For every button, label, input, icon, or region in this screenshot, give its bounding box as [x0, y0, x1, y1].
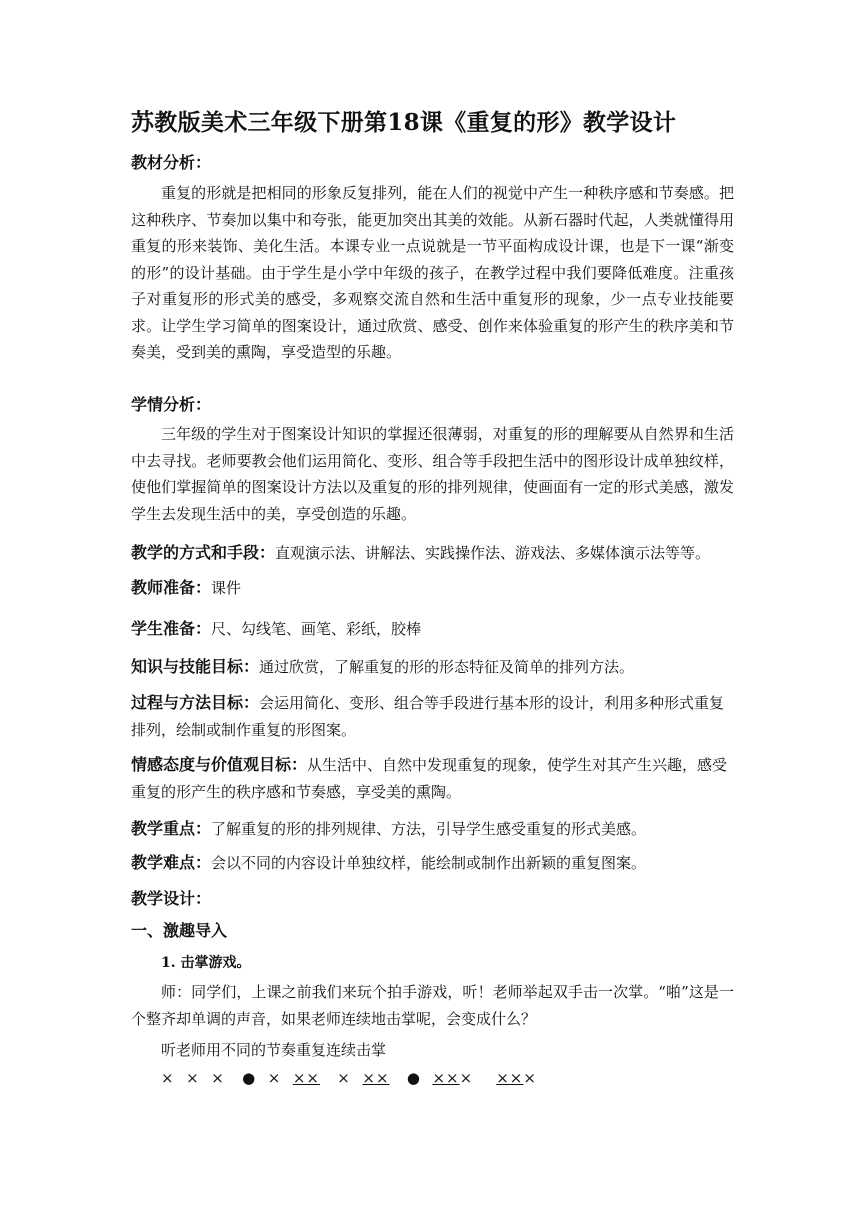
teaching-difficulty-label: 教学难点： [131, 853, 212, 872]
student-preparation-label: 学生准备： [131, 619, 212, 638]
teaching-key-point [131, 816, 734, 843]
knowledge-skill-goal-value: 通过欣赏，了解重复的形的形态特征及简单的排列方法。 [259, 658, 635, 676]
teaching-method-label: 教学的方式和手段： [131, 543, 276, 562]
teaching-difficulty [131, 850, 734, 877]
rhythm-segment: × [319, 1069, 363, 1087]
rhythm-underlined-pair: ×× [362, 1069, 390, 1087]
rhythm-segment: ● [389, 1069, 433, 1087]
rhythm-segment: × [459, 1069, 497, 1087]
rhythm-segment: × [523, 1069, 537, 1087]
teaching-design-heading: 教学设计： [131, 889, 212, 908]
listen-instruction: 听老师用不同的节奏重复连续击掌 [161, 1041, 387, 1059]
process-method-goal [131, 690, 734, 743]
rhythm-segment: × × × ● × [161, 1069, 293, 1087]
section-heading-learner: 学情分析： [131, 395, 212, 414]
teaching-key-point-value: 了解重复的形的排列规律、方法，引导学生感受重复的形式美感。 [211, 820, 647, 838]
rhythm-notation [161, 1069, 537, 1087]
teacher-preparation [131, 575, 734, 602]
emotion-value-goal-label: 情感态度与价值观目标： [131, 755, 308, 774]
rhythm-underlined-pair: ×× [292, 1069, 320, 1087]
emotion-value-goal [131, 752, 734, 805]
rhythm-underlined-pair: ×× [432, 1069, 460, 1087]
teaching-method-value: 直观演示法、讲解法、实践操作法、游戏法、多媒体演示法等等。 [275, 544, 711, 562]
teaching-method [131, 540, 734, 567]
section-heading-material: 教材分析： [131, 153, 212, 172]
learner-analysis-paragraph: 三年级的学生对于图案设计知识的掌握还很薄弱，对重复的形的理解要从自然界和生活中去寻找。老师要教会他们运用简化、变形、组合等手段把生活中的图形设计成单独纹样，使他们掌握简单的图案设计方法以及重复的形的排列规律，使画面有一定的形式美感，激发学生去发现生活中的美，享受创造的乐趣。 [131, 425, 734, 523]
student-preparation [131, 616, 734, 643]
knowledge-skill-goal-label: 知识与技能目标： [131, 657, 260, 676]
process-method-goal-value: 会运用简化、变形、组合等手段进行基本形的设计，利用多种形式重复排列，绘制或制作重复的形图案。 [131, 694, 725, 739]
step-one-heading: 1. 击掌游戏。 [161, 955, 251, 971]
rhythm-underlined-pair: ×× [496, 1069, 524, 1087]
process-method-goal-label: 过程与方法目标： [131, 693, 260, 712]
student-preparation-value: 尺、勾线笔、画笔、彩纸，胶棒 [211, 620, 422, 638]
part-one-heading: 一、激趣导入 [131, 921, 228, 940]
document-title: 苏教版美术三年级下册第18课《重复的形》教学设计 [131, 109, 677, 136]
knowledge-skill-goal [131, 654, 734, 681]
teaching-difficulty-value: 会以不同的内容设计单独纹样，能绘制或制作出新颖的重复图案。 [211, 854, 647, 872]
teacher-preparation-label: 教师准备： [131, 578, 212, 597]
material-analysis-paragraph: 重复的形就是把相同的形象反复排列，能在人们的视觉中产生一种秩序感和节奏感。把这种秩序、节奏加以集中和夸张，能更加突出其美的效能。从新石器时代起，人类就懂得用重复的形来装饰、美化生活。本课专业一点说就是一节平面构成设计课，也是下一课“渐变的形”的设计基础。由于学生是小学中年级的孩子，在教学过程中我们要降低难度。注重孩子对重复形的形式美的感受，多观察交流自然和生活中重复形的现象，少一点专业技能要求。让学生学习简单的图案设计，通过欣赏、感受、创作来体验重复的形产生的秩序美和节奏美，受到美的熏陶，享受造型的乐趣。 [131, 184, 734, 361]
teacher-dialog-paragraph: 师：同学们，上课之前我们来玩个拍手游戏，听！老师举起双手击一次掌。“啪”这是一个整齐却单调的声音，如果老师连续地击掌呢，会变成什么？ [131, 983, 734, 1028]
emotion-value-goal-value: 从生活中、自然中发现重复的现象，使学生对其产生兴趣，感受重复的形产生的秩序感和节奏感，享受美的熏陶。 [131, 756, 728, 801]
teacher-preparation-value: 课件 [211, 579, 242, 597]
teaching-key-point-label: 教学重点： [131, 819, 212, 838]
